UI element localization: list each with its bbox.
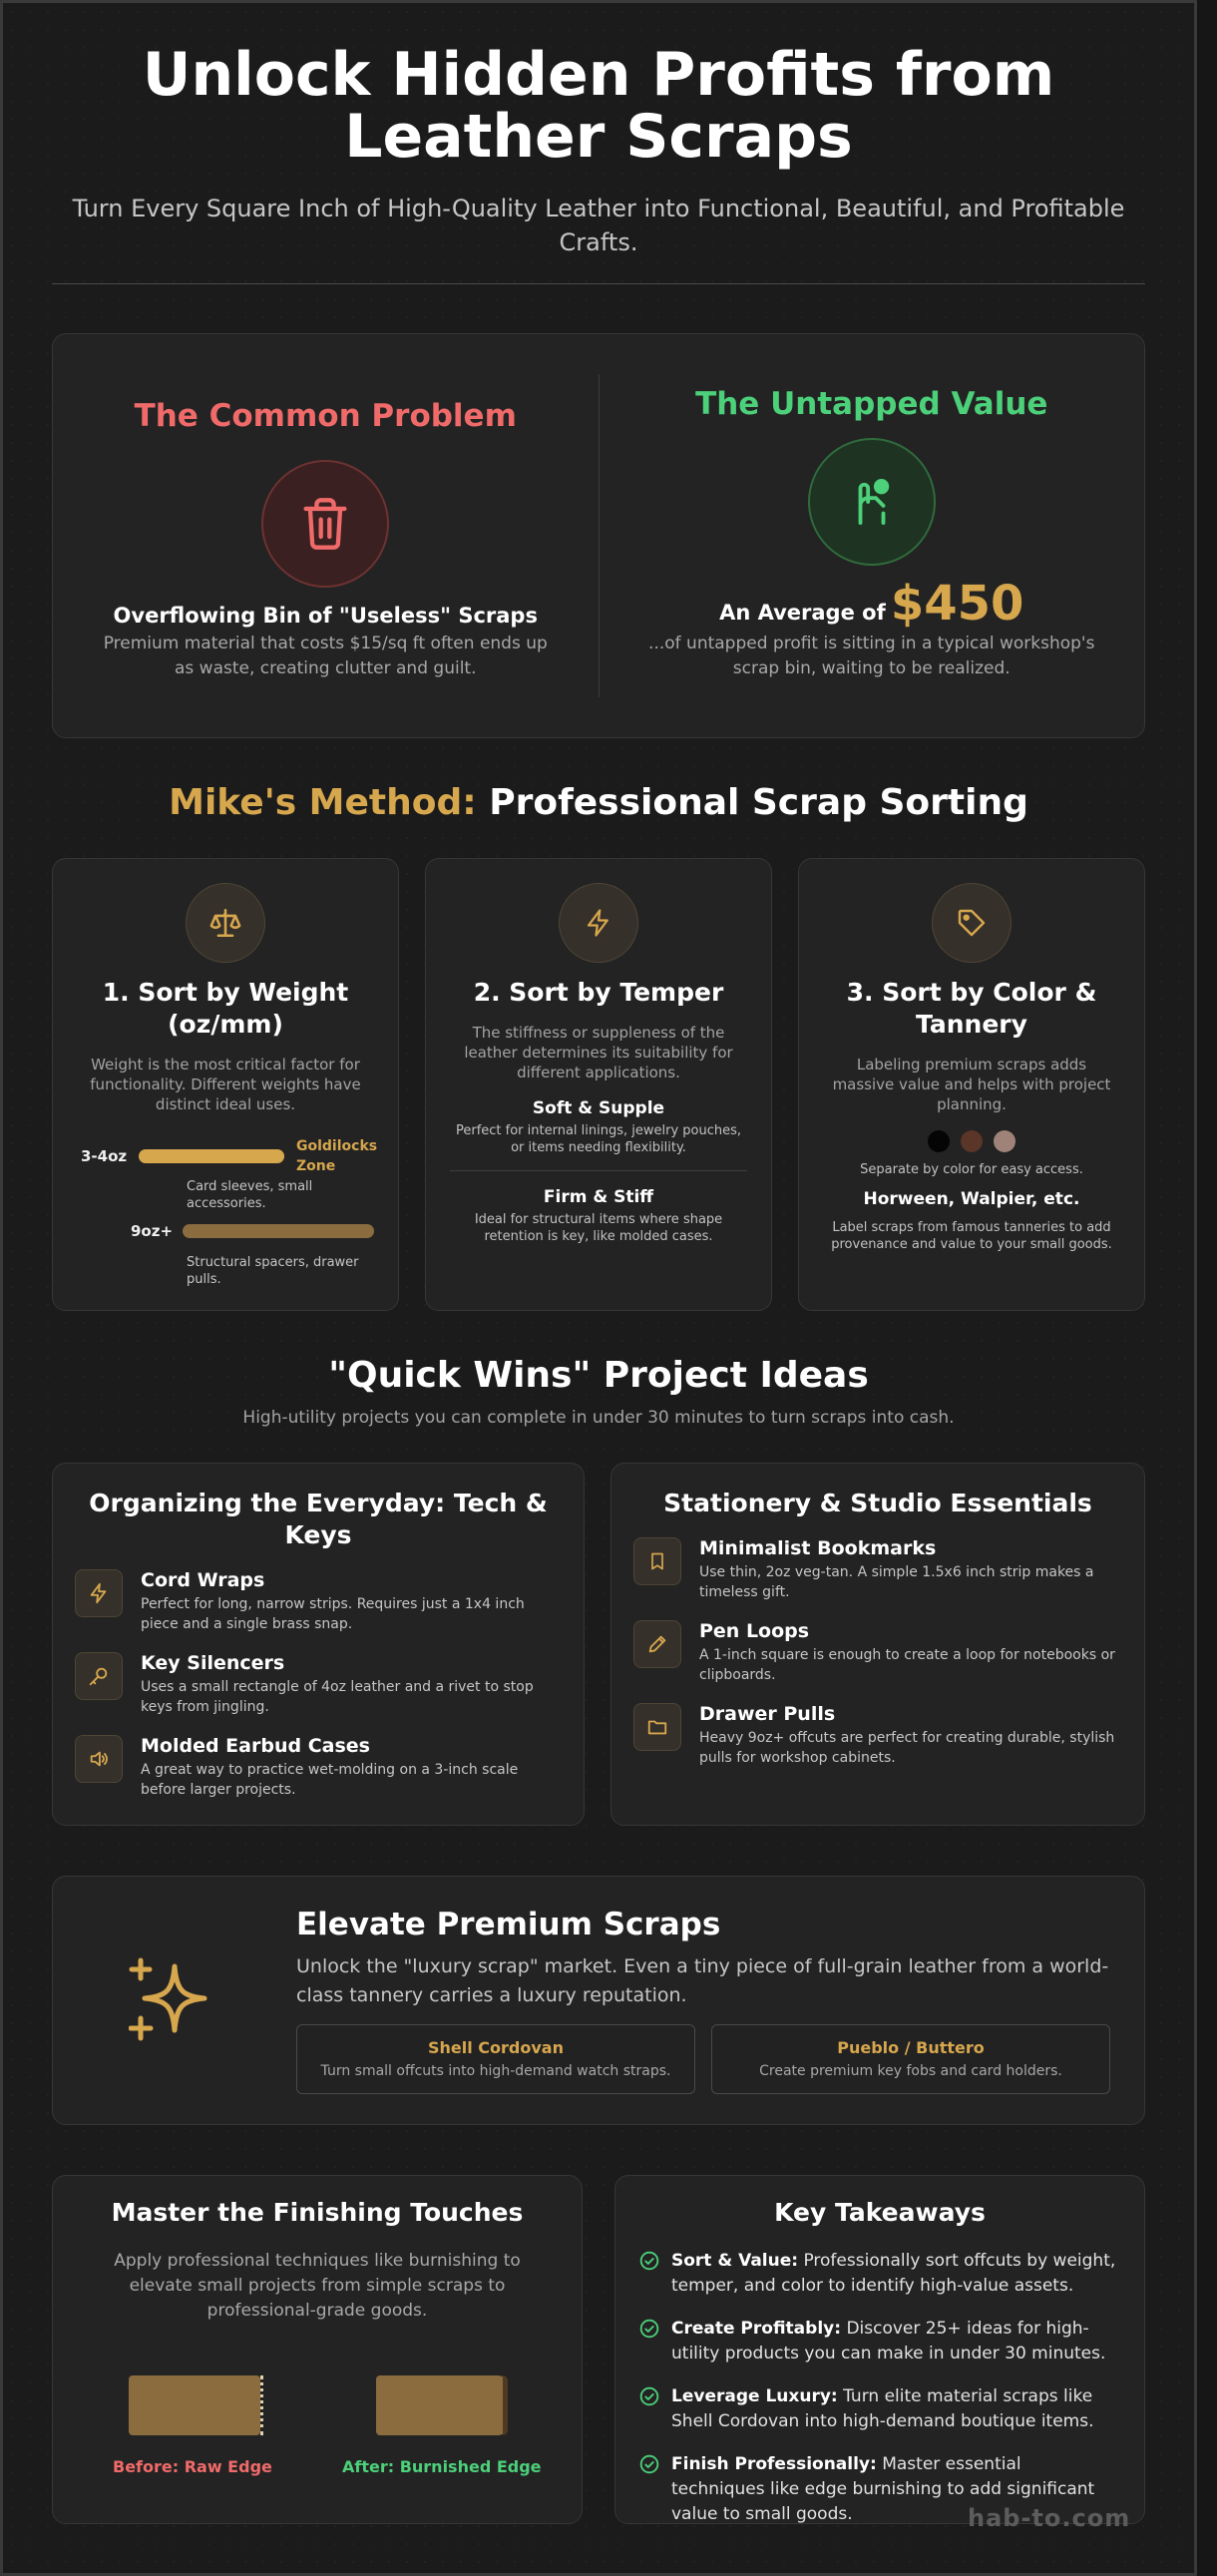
quick-card-tech	[52, 1463, 585, 1826]
temper-divider	[450, 1170, 747, 1171]
scale-icon	[186, 883, 265, 963]
quick-wins-subtitle: High-utility projects you can complete in under 30 minutes to turn scraps into cash.	[242, 1408, 955, 1428]
method-card-desc: Weight is the most critical factor for functionality. Different weights have distinct ideal uses.	[90, 1056, 361, 1113]
takeaways-card	[614, 2175, 1145, 2524]
problem-heading: The Common Problem	[134, 398, 517, 434]
swatch-tan	[994, 1130, 1015, 1152]
page-title: Unlock Hidden Profits from Leather Scraps	[142, 40, 1055, 172]
list-item: Finish Professionally: Master essential techniques like edge burnishing to add significant value to small goods.	[639, 2452, 1116, 2527]
folder-icon	[633, 1703, 681, 1751]
value-amount-row	[600, 576, 1145, 632]
list-item: Key Silencers Uses a small rectangle of 4oz leather and a rivet to stop keys from jingling.	[75, 1652, 562, 1717]
quick-wins-cards	[52, 1463, 1145, 1826]
method-card-title: 1. Sort by Weight (oz/mm)	[102, 978, 349, 1039]
check-circle-icon	[639, 2386, 659, 2406]
value-prefix: An Average of	[719, 601, 886, 625]
premium-desc: Unlock the "luxury scrap" market. Even a tiny piece of full-grain leather from a world-class tannery carries a luxury reputation.	[296, 1955, 1109, 2006]
burnished-edge-strip	[376, 2375, 508, 2435]
method-cards	[52, 858, 1145, 1311]
page-subtitle: Turn Every Square Inch of High-Quality Leather into Functional, Beautiful, and Profitable Crafts.	[72, 195, 1125, 256]
temper-soft-desc: Perfect for internal linings, jewelry pouches, or items needing flexibility.	[455, 1123, 742, 1155]
swatch-brown	[961, 1130, 983, 1152]
raw-edge-strip	[129, 2375, 260, 2435]
problem-title: Overflowing Bin of "Useless" Scraps	[113, 604, 538, 628]
list-item: Sort & Value: Professionally sort offcuts by weight, temper, and color to identify high-value assets.	[639, 2249, 1116, 2299]
trash-icon	[261, 460, 389, 588]
problem-panel	[53, 334, 599, 737]
goldilocks-tag: Goldilocks Zone	[296, 1138, 378, 1174]
method-card-desc: Labeling premium scraps adds massive value and helps with project planning.	[832, 1056, 1111, 1113]
tannery-desc: Label scraps from famous tanneries to add provenance and value to your small goods.	[831, 1220, 1112, 1252]
tag-icon	[932, 883, 1012, 963]
method-card-color	[798, 858, 1145, 1311]
method-card-title: 2. Sort by Temper	[473, 978, 724, 1007]
lightning-icon	[559, 883, 638, 963]
finishing-desc: Apply professional techniques like burnishing to elevate small projects from simple scraps to professional-grade goods.	[114, 2251, 521, 2321]
value-amount: $450	[890, 576, 1024, 632]
quick-card-stationery	[610, 1463, 1145, 1826]
after-label: After: Burnished Edge	[342, 2457, 542, 2476]
color-swatches	[799, 1130, 1144, 1156]
finishing-title: Master the Finishing Touches	[111, 2198, 524, 2227]
tannery-brands: Horween, Walpier, etc.	[863, 1189, 1080, 1209]
method-card-title: 3. Sort by Color & Tannery	[846, 978, 1097, 1039]
weight-row-light: 3-4oz Goldilocks Zone	[81, 1136, 386, 1176]
header	[52, 40, 1145, 259]
weight-row-heavy: 9oz+	[131, 1222, 374, 1240]
brand-watermark: hab-to.com	[968, 2504, 1131, 2532]
value-desc: ...of untapped profit is sitting in a typical workshop's scrap bin, waiting to be realized.	[648, 634, 1095, 678]
value-panel	[600, 334, 1145, 737]
list-item: Cord Wraps Perfect for long, narrow strips. Requires just a 1x4 inch piece and a single brass snap.	[75, 1569, 562, 1634]
method-card-temper	[425, 858, 772, 1311]
temper-firm-title: Firm & Stiff	[543, 1187, 654, 1207]
temper-firm-desc: Ideal for structural items where shape retention is key, like molded cases.	[474, 1212, 723, 1244]
list-item: Drawer Pulls Heavy 9oz+ offcuts are perfect for creating durable, stylish pulls for workshop cabinets.	[633, 1703, 1122, 1768]
weight-bar-heavy	[183, 1224, 374, 1238]
temper-soft-title: Soft & Supple	[532, 1098, 665, 1118]
key-icon	[75, 1652, 123, 1700]
check-circle-icon	[639, 2251, 659, 2271]
method-card-weight	[52, 858, 399, 1311]
method-card-desc: The stiffness or suppleness of the leather determines its suitability for different applications.	[464, 1024, 733, 1081]
takeaways-title: Key Takeaways	[774, 2198, 986, 2227]
problem-value-card	[52, 333, 1145, 738]
finishing-card	[52, 2175, 583, 2524]
list-item: Leverage Luxury: Turn elite material scraps like Shell Cordovan into high-demand boutique items.	[639, 2384, 1116, 2434]
weight-note-light: Card sleeves, small accessories.	[187, 1179, 313, 1211]
problem-desc: Premium material that costs $15/sq ft often ends up as waste, creating clutter and guilt.	[103, 634, 548, 678]
weight-note-heavy: Structural spacers, drawer pulls.	[187, 1255, 359, 1287]
premium-box-pueblo: Pueblo / Buttero Create premium key fobs and card holders.	[711, 2024, 1110, 2094]
quick-wins-title: "Quick Wins" Project Ideas	[328, 1355, 869, 1396]
list-item: Minimalist Bookmarks Use thin, 2oz veg-tan. A simple 1.5x6 inch strip makes a timeless gift.	[633, 1537, 1122, 1602]
money-hand-icon	[808, 438, 936, 566]
list-item: Molded Earbud Cases A great way to practice wet-molding on a 3-inch scale before larger projects.	[75, 1735, 562, 1800]
speaker-icon	[75, 1735, 123, 1783]
before-label: Before: Raw Edge	[113, 2457, 272, 2476]
list-item: Pen Loops A 1-inch square is enough to create a loop for notebooks or clipboards.	[633, 1620, 1122, 1685]
premium-box-shell-cordovan: Shell Cordovan Turn small offcuts into high-demand watch straps.	[296, 2024, 695, 2094]
value-heading: The Untapped Value	[695, 386, 1048, 422]
check-circle-icon	[639, 2319, 659, 2339]
quick-card-heading: Organizing the Everyday: Tech & Keys	[89, 1489, 548, 1549]
sparkle-icon	[129, 1956, 212, 2046]
method-title: Mike's Method: Professional Scrap Sorting	[169, 782, 1028, 823]
check-circle-icon	[639, 2454, 659, 2474]
swatch-note: Separate by color for easy access.	[860, 1162, 1083, 1177]
header-divider	[52, 283, 1145, 284]
weight-bar-light	[139, 1149, 284, 1163]
lightning-icon	[75, 1569, 123, 1617]
swatch-black	[928, 1130, 950, 1152]
quick-wins-header	[52, 1355, 1145, 1428]
premium-card	[52, 1876, 1145, 2125]
pencil-icon	[633, 1620, 681, 1668]
bottom-section	[52, 2175, 1145, 2524]
premium-title: Elevate Premium Scraps	[296, 1907, 721, 1942]
bookmark-icon	[633, 1537, 681, 1585]
list-item: Create Profitably: Discover 25+ ideas for high-utility products you can make in under 30 minutes.	[639, 2317, 1116, 2366]
quick-card-heading: Stationery & Studio Essentials	[663, 1489, 1092, 1517]
